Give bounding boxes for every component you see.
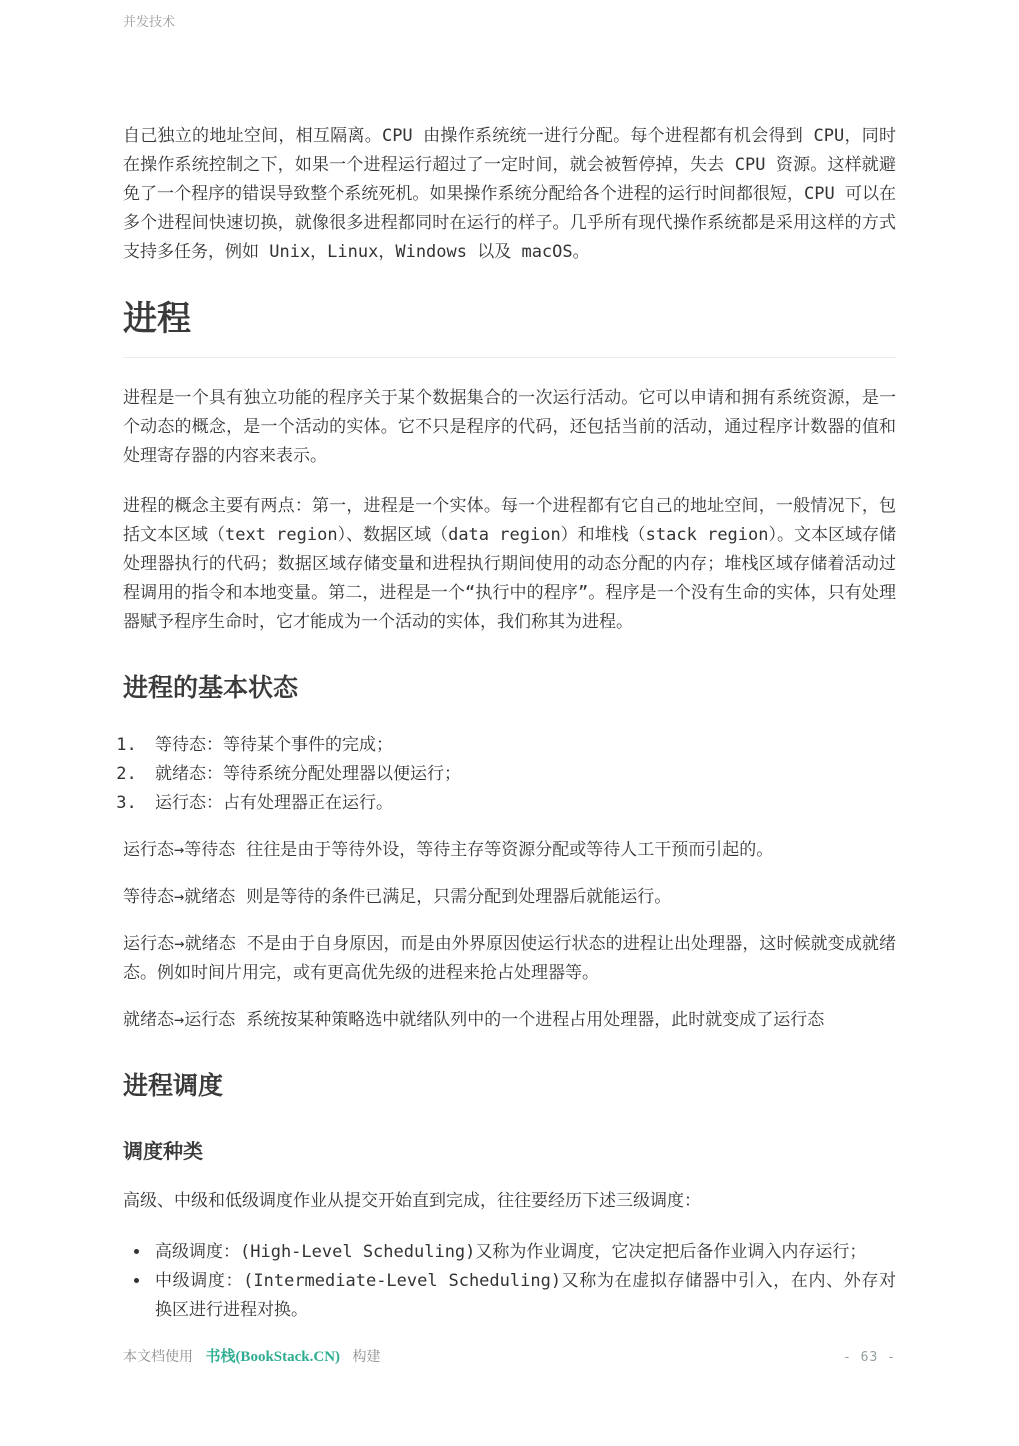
page-number: - 63 - [843, 1350, 896, 1365]
footer-build-note [123, 1345, 380, 1366]
paragraph-transition-waiting-to-ready [123, 883, 896, 912]
footer-prefix: 本文档使用 [123, 1349, 193, 1365]
transition-desc: 往往是由于等待外设，等待主存等资源分配或等待人工干预而引起的。 [246, 840, 774, 860]
paragraph-transition-running-to-ready [123, 930, 896, 988]
process-states-list [123, 731, 896, 818]
list-item-waiting-state: 1. 等待态：等待某个事件的完成； [147, 731, 896, 760]
transition-desc: 系统按某种策略选中就绪队列中的一个进程占用处理器，此时就变成了运行态 [246, 1010, 825, 1030]
transition-label: 运行态→等待态 [123, 840, 236, 860]
transition-label: 就绪态→运行态 [123, 1010, 236, 1030]
list-item-intermediate-level-scheduling: • 中级调度：(Intermediate-Level Scheduling)又称为在虚拟存储器中引入，在内、外存对换区进行进程对换。 [151, 1267, 896, 1325]
heading-process-basic-states: 进程的基本状态 [123, 673, 299, 702]
transition-label: 运行态→就绪态 [123, 934, 236, 954]
paragraph-process-definition: 进程是一个具有独立功能的程序关于某个数据集合的一次运行活动。它可以申请和拥有系统资源，是一个动态的概念，是一个活动的实体。它不只是程序的代码，还包括当前的活动，通过程序计数器的值和处理寄存器的内容来表示。 [123, 388, 896, 466]
paragraph-transition-running-to-waiting [123, 836, 896, 865]
scheduling-types-list [123, 1238, 896, 1325]
paragraph-transition-ready-to-running [123, 1006, 896, 1035]
transition-label: 等待态→就绪态 [123, 887, 236, 907]
paragraph-intro: 自己独立的地址空间，相互隔离。CPU 由操作系统统一进行分配。每个进程都有机会得到 CPU，同时在操作系统控制之下，如果一个进程运行超过了一定时间，就会被暂停掉，失去 CPU 资源。这样就避免了一个程序的错误导致整个系统死机。如果操作系统分配给各个进程的运行时间都很短，CPU 可以在多个进程间快速切换，就像很多进程都同时在运行的样子。几乎所有现代操作系统都是采用这样的方式支持多任务，例如 Unix，Linux，Windows 以及 macOS。 [123, 126, 896, 262]
paragraph-process-concept: 进程的概念主要有两点：第一，进程是一个实体。每一个进程都有它自己的地址空间，一般情况下，包括文本区域（text region）、数据区域（data region）和堆栈（stack region）。文本区域存储处理器执行的代码；数据区域存储变量和进程执行期间使用的动态分配的内存；堆栈区域存储着活动过程调用的指令和本地变量。第二，进程是一个“执行中的程序”。程序是一个没有生命的实体，只有处理器赋予程序生命时，它才能成为一个活动的实体，我们称其为进程。 [123, 496, 896, 632]
footer-suffix: 构建 [352, 1349, 381, 1365]
paragraph-scheduling-intro: 高级、中级和低级调度作业从提交开始直到完成，往往要经历下述三级调度： [123, 1191, 701, 1211]
document-content [123, 32, 896, 1325]
transition-desc: 则是等待的条件已满足，只需分配到处理器后就能运行。 [246, 887, 672, 907]
page-header-title: 并发技术 [123, 15, 176, 30]
list-item-high-level-scheduling: • 高级调度：(High-Level Scheduling)又称为作业调度，它决定把后备作业调入内存运行； [151, 1238, 896, 1267]
transition-desc: 不是由于自身原因，而是由外界原因使运行状态的进程让出处理器，这时候就变成就绪态。例如时间片用完，或有更高优先级的进程来抢占处理器等。 [123, 934, 896, 983]
heading-scheduling-types: 调度种类 [123, 1139, 203, 1163]
heading-process-scheduling: 进程调度 [123, 1071, 224, 1100]
bookstack-brand-link[interactable]: 书栈(BookStack.CN) [205, 1349, 341, 1365]
list-item-ready-state: 2. 就绪态：等待系统分配处理器以便运行； [147, 760, 896, 789]
page-footer [123, 1325, 896, 1446]
heading-process: 进程 [123, 297, 896, 358]
list-item-running-state: 3. 运行态：占有处理器正在运行。 [147, 789, 896, 818]
